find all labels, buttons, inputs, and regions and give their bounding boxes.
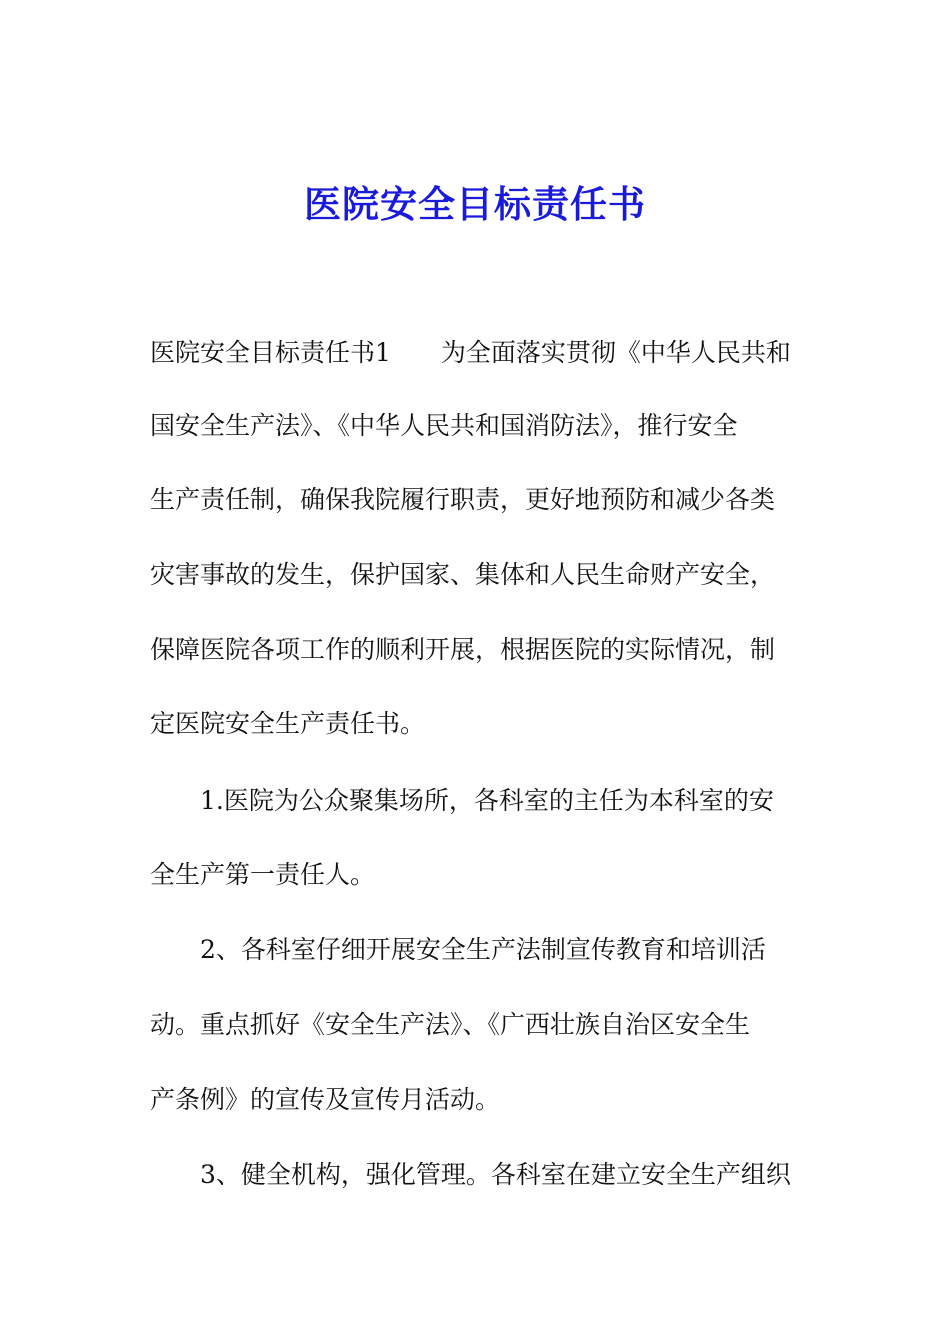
paragraph-line: 定医院安全生产责任书。 [150, 709, 426, 738]
paragraph-line: 2、各科室仔细开展安全生产法制宣传教育和培训活 [200, 935, 766, 964]
paragraph-line: 产条例》的宣传及宣传月活动。 [150, 1085, 501, 1114]
document-title: 医院安全目标责任书 [304, 182, 646, 226]
paragraph-line: 保障医院各项工作的顺利开展，根据医院的实际情况，制 [150, 635, 776, 664]
paragraph-line: 1.医院为公众聚集场所，各科室的主任为本科室的安 [200, 786, 774, 815]
paragraph-line: 3、健全机构，强化管理。各科室在建立安全生产组织 [200, 1160, 791, 1189]
paragraph-line: 动。重点抓好《安全生产法》、《广西壮族自治区安全生 [150, 1010, 751, 1039]
paragraph-line: 灾害事故的发生，保护国家、集体和人民生命财产安全， [150, 560, 776, 589]
paragraph-line: 全生产第一责任人。 [150, 860, 376, 889]
paragraph-line: 国安全生产法》、《中华人民共和国消防法》，推行安全 [150, 411, 738, 440]
paragraph-line: 医院安全目标责任书1 为全面落实贯彻《中华人民共和 [150, 338, 791, 367]
paragraph-line: 生产责任制，确保我院履行职责，更好地预防和减少各类 [150, 485, 776, 514]
